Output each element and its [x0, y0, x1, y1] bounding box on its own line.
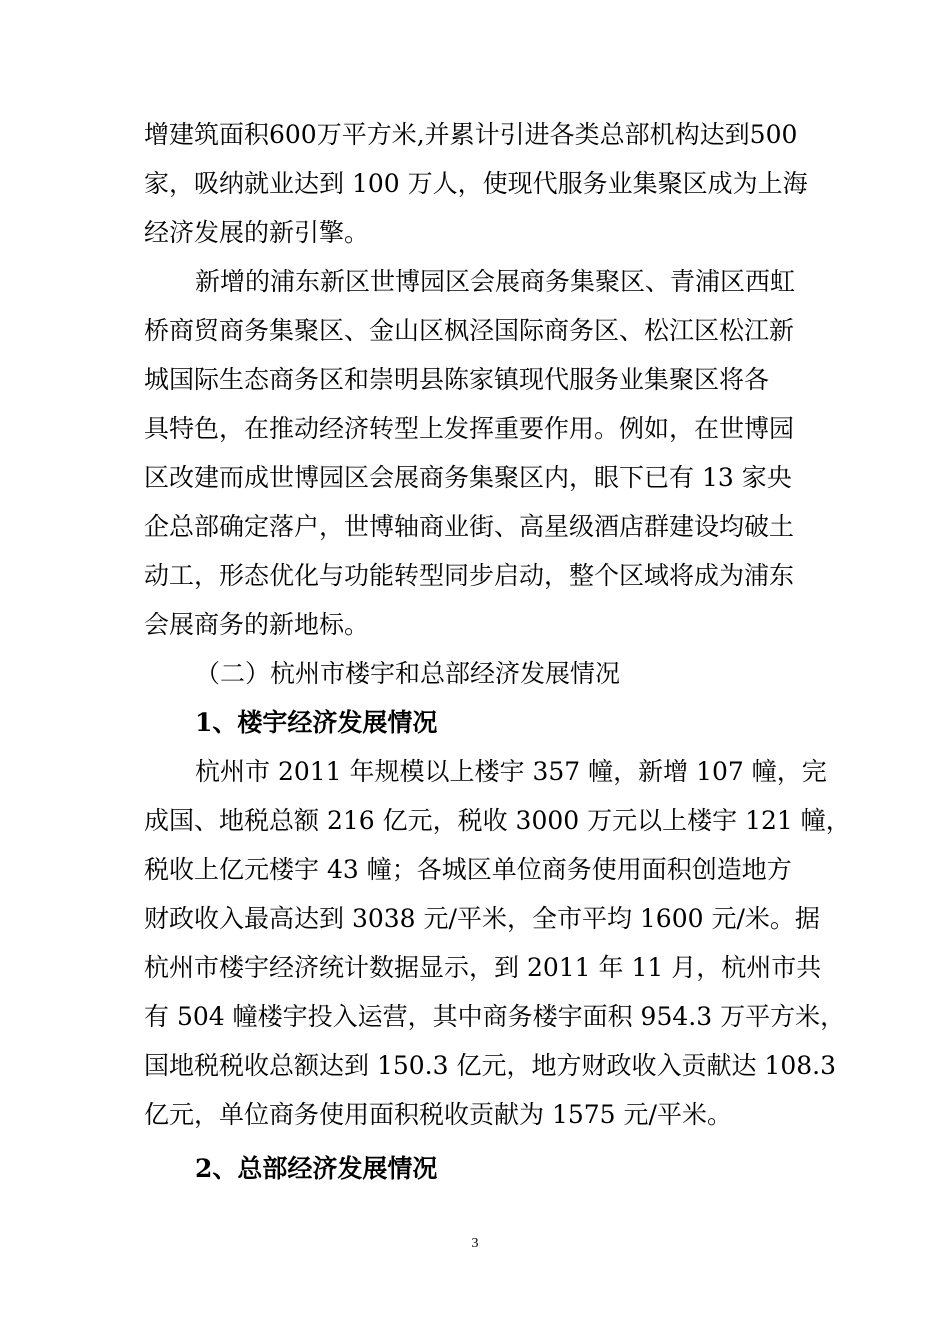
text-line: 财政收入最高达到 3038 元/平米，全市平均 1600 元/米。据 [144, 904, 820, 933]
page-number: 3 [471, 1236, 479, 1251]
text-line: 动工，形态优化与功能转型同步启动，整个区域将成为浦东 [144, 561, 795, 590]
text-line: 新增的浦东新区世博园区会展商务集聚区、青浦区西虹 [195, 267, 796, 296]
text-line: 有 504 幢楼宇投入运营，其中商务楼宇面积 954.3 万平方米， [144, 1002, 846, 1031]
text-line: 杭州市 2011 年规模以上楼宇 357 幢，新增 107 幢，完 [195, 757, 827, 786]
text-line: 具特色，在推动经济转型上发挥重要作用。例如，在世博园 [144, 414, 795, 443]
text-line: 企总部确定落户，世博轴商业街、高星级酒店群建设均破土 [144, 512, 795, 541]
text-line: 杭州市楼宇经济统计数据显示，到 2011 年 11 月，杭州市共 [144, 953, 822, 982]
text-line: 会展商务的新地标。 [144, 610, 370, 639]
text-line: 成国、地税总额 216 亿元，税收 3000 万元以上楼宇 121 幢， [144, 806, 851, 835]
text-line: 桥商贸商务集聚区、金山区枫泾国际商务区、松江区松江新 [144, 316, 795, 345]
text-line: 增建筑面积600万平方米,并累计引进各类总部机构达到500 [144, 120, 798, 149]
text-line: 经济发展的新引擎。 [144, 218, 370, 247]
text-line: 亿元，单位商务使用面积税收贡献为 1575 元/平米。 [144, 1100, 732, 1129]
section-heading: （二）杭州市楼宇和总部经济发展情况 [195, 659, 621, 688]
text-line: 城国际生态商务区和崇明县陈家镇现代服务业集聚区将各 [144, 365, 770, 394]
text-line: 国地税税收总额达到 150.3 亿元，地方财政收入贡献达 108.3 [144, 1051, 836, 1080]
subsection-heading: 1、楼宇经济发展情况 [195, 708, 438, 737]
text-line: 税收上亿元楼宇 43 幢；各城区单位商务使用面积创造地方 [144, 855, 792, 884]
text-line: 家，吸纳就业达到 100 万人，使现代服务业集聚区成为上海 [144, 169, 808, 198]
text-line: 区改建而成世博园区会展商务集聚区内，眼下已有 13 家央 [144, 463, 792, 492]
subsection-heading: 2、总部经济发展情况 [195, 1154, 438, 1183]
